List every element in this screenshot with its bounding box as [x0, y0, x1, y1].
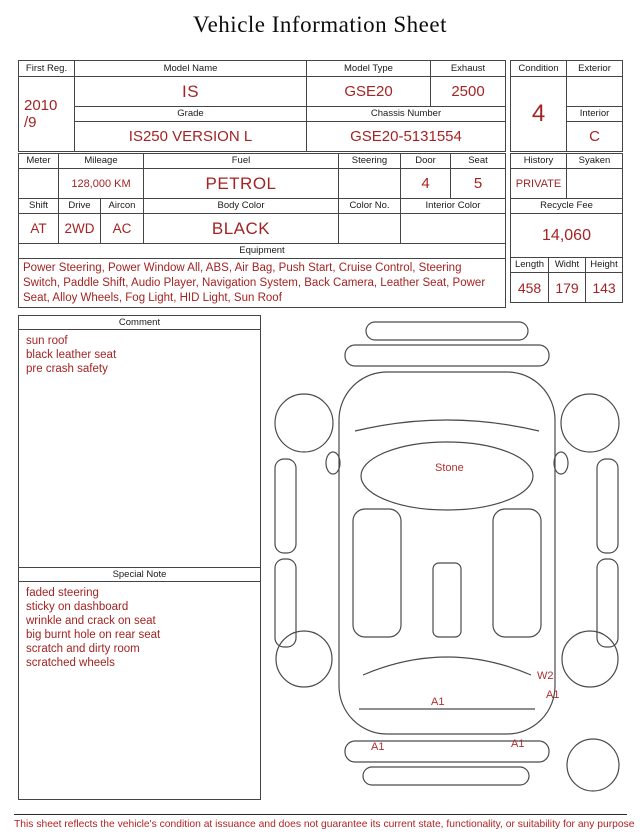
- comment-header: Comment: [19, 316, 260, 330]
- color-no-value: [339, 214, 401, 244]
- first-reg-label: First Reg.: [19, 61, 75, 77]
- front-top-bar: [366, 322, 528, 340]
- special-note-line: scratched wheels: [26, 657, 115, 669]
- left-mirror: [326, 452, 340, 474]
- meter-label: Meter: [19, 154, 59, 169]
- damage-annotation-a1-center: A1: [431, 696, 445, 708]
- first-reg-value: [19, 77, 75, 152]
- first-reg-month: /9: [24, 114, 37, 131]
- comment-body: [19, 330, 260, 380]
- comment-line: sun roof: [26, 335, 68, 347]
- history-value: PRIVATE: [511, 169, 567, 199]
- shift-value: AT: [19, 214, 59, 244]
- dimensions-table: [510, 257, 623, 303]
- car-diagram: [263, 313, 630, 797]
- left-front-sill: [275, 459, 296, 553]
- syaken-label: Syaken: [567, 154, 623, 169]
- rear-bottom-bar: [363, 767, 529, 785]
- spec-table: [18, 153, 506, 308]
- damage-annotation-a1-right: A1: [546, 689, 560, 701]
- chassis-number-label: Chassis Number: [307, 107, 506, 122]
- car-body-outline: [339, 372, 555, 734]
- interior-color-label: Interior Color: [401, 199, 506, 214]
- aircon-value: AC: [101, 214, 144, 244]
- steering-label: Steering: [339, 154, 401, 169]
- special-note-line: faded steering: [26, 587, 99, 599]
- length-value: 458: [511, 273, 549, 303]
- registration-table: [18, 60, 506, 152]
- drive-label: Drive: [59, 199, 101, 214]
- front-bumper: [345, 345, 549, 366]
- shift-label: Shift: [19, 199, 59, 214]
- length-label: Length: [511, 258, 549, 273]
- hood-line: [355, 420, 539, 431]
- seat-value: 5: [451, 169, 506, 199]
- rear-right-wheel: [562, 631, 618, 687]
- model-type-label: Model Type: [307, 61, 431, 77]
- windshield: [361, 442, 533, 510]
- drive-value: 2WD: [59, 214, 101, 244]
- body-color-value: BLACK: [144, 214, 339, 244]
- meter-value: [19, 169, 59, 199]
- equipment-label: Equipment: [19, 244, 506, 259]
- center-console: [433, 563, 461, 637]
- rear-window-line: [363, 657, 531, 675]
- damage-annotation-w2: W2: [537, 670, 554, 682]
- page-title: Vehicle Information Sheet: [193, 12, 447, 37]
- special-note-line: scratch and dirty room: [26, 643, 140, 655]
- interior-label: Interior: [567, 107, 623, 122]
- damage-annotation-a1-bottom-left: A1: [371, 741, 385, 753]
- comment-line: pre crash safety: [26, 363, 108, 375]
- first-reg-year: 2010: [24, 97, 58, 114]
- comment-line: black leather seat: [26, 349, 117, 361]
- height-label: Height: [586, 258, 623, 273]
- condition-table: [510, 60, 623, 152]
- front-right-wheel: [561, 394, 619, 452]
- spare-wheel: [567, 739, 619, 791]
- interior-value: C: [567, 122, 623, 152]
- grade-label: Grade: [75, 107, 307, 122]
- body-color-label: Body Color: [144, 199, 339, 214]
- mileage-value: 128,000 KM: [59, 169, 144, 199]
- interior-color-value: [401, 214, 506, 244]
- condition-label: Condition: [511, 61, 567, 77]
- right-seat: [493, 509, 541, 637]
- color-no-label: Color No.: [339, 199, 401, 214]
- mileage-label: Mileage: [59, 154, 144, 169]
- history-block: [510, 153, 622, 303]
- right-rear-sill: [597, 559, 618, 647]
- recycle-fee-table: [510, 198, 623, 258]
- door-label: Door: [401, 154, 451, 169]
- special-note-box: [18, 567, 261, 800]
- rear-left-wheel: [276, 631, 332, 687]
- special-note-line: sticky on dashboard: [26, 601, 129, 613]
- history-table: [510, 153, 623, 199]
- right-front-sill: [597, 459, 618, 553]
- aircon-label: Aircon: [101, 199, 144, 214]
- grade-value: IS250 VERSION L: [75, 122, 307, 152]
- right-mirror: [554, 452, 568, 474]
- recycle-fee-value: 14,060: [511, 214, 623, 258]
- model-name-label: Model Name: [75, 61, 307, 77]
- chassis-number-value: GSE20-5131554: [307, 122, 506, 152]
- model-name-value: IS: [75, 77, 307, 107]
- fuel-label: Fuel: [144, 154, 339, 169]
- comment-box: [18, 315, 261, 568]
- damage-annotation-stone: Stone: [435, 462, 464, 474]
- steering-value: [339, 169, 401, 199]
- fuel-value: PETROL: [144, 169, 339, 199]
- left-seat: [353, 509, 401, 637]
- history-label: History: [511, 154, 567, 169]
- special-note-line: wrinkle and crack on seat: [26, 615, 156, 627]
- exhaust-value: 2500: [431, 77, 506, 107]
- special-note-header: Special Note: [19, 568, 260, 582]
- front-left-wheel: [275, 394, 333, 452]
- exhaust-label: Exhaust: [431, 61, 506, 77]
- special-note-body: [19, 582, 260, 674]
- exterior-label: Exterior: [567, 61, 623, 77]
- syaken-value: [567, 169, 623, 199]
- model-type-value: GSE20: [307, 77, 431, 107]
- seat-label: Seat: [451, 154, 506, 169]
- width-value: 179: [549, 273, 586, 303]
- width-label: Widht: [549, 258, 586, 273]
- damage-annotation-a1-bottom-right: A1: [511, 738, 525, 750]
- special-note-line: big burnt hole on rear seat: [26, 629, 161, 641]
- equipment-value: Power Steering, Power Window All, ABS, Air Bag, Push Start, Cruise Control, Steering Switch, Paddle Shift, Audio Player, Navigation System, Back Camera, Leather Seat, Power Seat, Alloy Wheels, Fog Light, HID Light, Sun Roof: [19, 259, 506, 308]
- disclaimer-text: This sheet reflects the vehicle's condition at issuance and does not guarantee its current state, functionality, or suitability for any purpose: [14, 814, 627, 831]
- door-value: 4: [401, 169, 451, 199]
- recycle-fee-label: Recycle Fee: [511, 199, 623, 214]
- height-value: 143: [586, 273, 623, 303]
- condition-value: 4: [511, 77, 567, 152]
- exterior-value: [567, 77, 623, 107]
